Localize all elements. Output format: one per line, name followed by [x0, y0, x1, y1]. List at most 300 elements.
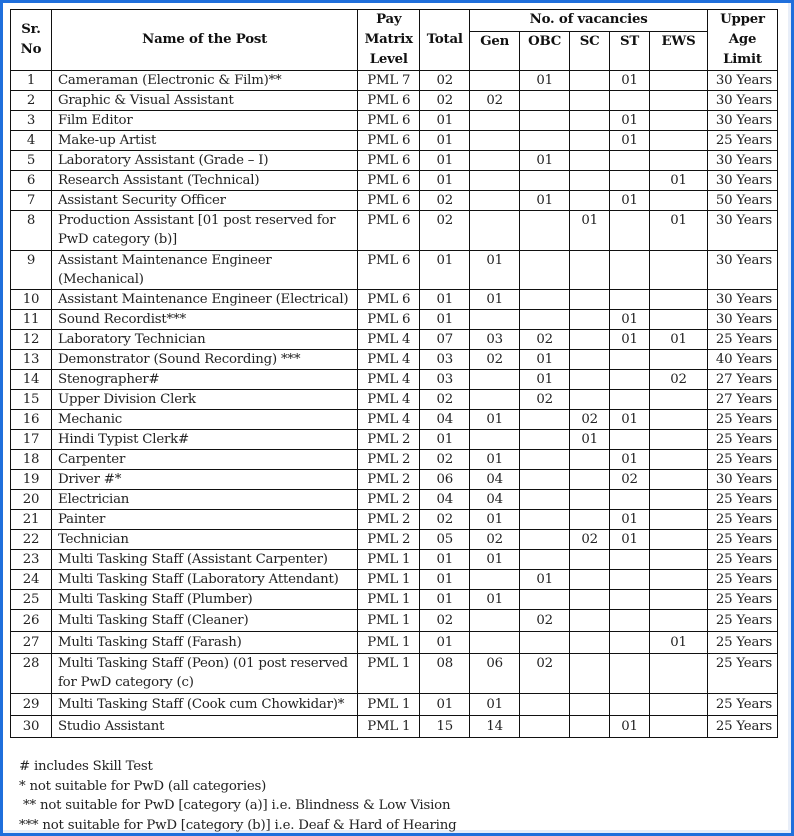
obc-cell: 01	[520, 191, 570, 211]
gen-cell	[470, 610, 520, 632]
sr-no-cell: 22	[11, 530, 52, 550]
gen-cell	[470, 430, 520, 450]
table-row	[11, 654, 778, 694]
gen-cell	[470, 632, 520, 654]
post-name-cell: Carpenter	[51, 450, 357, 470]
sr-no-cell: 15	[11, 390, 52, 410]
age-limit-cell: 30 Years	[707, 251, 777, 290]
obc-cell	[520, 470, 570, 490]
sr-no-cell: 24	[11, 570, 52, 590]
sc-cell	[570, 570, 610, 590]
gen-cell: 14	[470, 716, 520, 738]
pay-level-cell: PML 4	[358, 410, 420, 430]
post-name-cell: Multi Tasking Staff (Cleaner)	[51, 610, 357, 632]
pay-level-cell: PML 6	[358, 310, 420, 330]
total-cell: 01	[420, 550, 470, 570]
sc-cell	[570, 171, 610, 191]
post-name-cell: Multi Tasking Staff (Peon) (01 post reserved for PwD category (c)	[51, 654, 357, 694]
post-name-cell: Cameraman (Electronic & Film)**	[51, 71, 357, 91]
footnote-skill-test: # includes Skill Test	[19, 759, 153, 774]
age-limit-cell: 25 Years	[707, 330, 777, 350]
header-st: ST	[610, 31, 650, 70]
sc-cell	[570, 694, 610, 716]
pay-level-cell: PML 4	[358, 350, 420, 370]
pay-level-cell: PML 1	[358, 550, 420, 570]
sr-no-cell: 29	[11, 694, 52, 716]
total-cell: 07	[420, 330, 470, 350]
table-row	[11, 71, 778, 91]
ews-cell: 01	[650, 171, 708, 191]
st-cell: 01	[610, 330, 650, 350]
table-row	[11, 151, 778, 171]
gen-cell: 02	[470, 91, 520, 111]
age-limit-cell: 30 Years	[707, 290, 777, 310]
ews-cell	[650, 131, 708, 151]
ews-cell	[650, 350, 708, 370]
obc-cell	[520, 716, 570, 738]
vacancy-table	[10, 9, 778, 738]
pay-level-cell: PML 1	[358, 694, 420, 716]
pay-level-cell: PML 6	[358, 251, 420, 290]
gen-cell: 01	[470, 694, 520, 716]
total-cell: 02	[420, 450, 470, 470]
gen-cell	[470, 390, 520, 410]
pay-level-cell: PML 1	[358, 654, 420, 694]
table-row	[11, 570, 778, 590]
post-name-cell: Multi Tasking Staff (Laboratory Attendant)	[51, 570, 357, 590]
gen-cell: 01	[470, 590, 520, 610]
total-cell: 02	[420, 91, 470, 111]
total-cell: 02	[420, 390, 470, 410]
st-cell	[610, 430, 650, 450]
obc-cell	[520, 510, 570, 530]
gen-cell	[470, 370, 520, 390]
gen-cell: 01	[470, 450, 520, 470]
total-cell: 01	[420, 251, 470, 290]
table-row	[11, 550, 778, 570]
total-cell: 01	[420, 590, 470, 610]
gen-cell	[470, 151, 520, 171]
sr-no-cell: 12	[11, 330, 52, 350]
sc-cell: 02	[570, 530, 610, 550]
gen-cell	[470, 211, 520, 251]
age-limit-cell: 30 Years	[707, 310, 777, 330]
ews-cell	[650, 610, 708, 632]
ews-cell: 01	[650, 330, 708, 350]
total-cell: 08	[420, 654, 470, 694]
total-cell: 01	[420, 570, 470, 590]
ews-cell	[650, 550, 708, 570]
post-name-cell: Film Editor	[51, 111, 357, 131]
age-limit-cell: 30 Years	[707, 211, 777, 251]
post-name-cell: Laboratory Technician	[51, 330, 357, 350]
sc-cell	[570, 91, 610, 111]
age-limit-cell: 25 Years	[707, 430, 777, 450]
total-cell: 15	[420, 716, 470, 738]
sr-no-cell: 14	[11, 370, 52, 390]
sr-no-cell: 20	[11, 490, 52, 510]
table-row	[11, 694, 778, 716]
table-row	[11, 450, 778, 470]
table-row	[11, 390, 778, 410]
footnotes	[19, 757, 456, 835]
obc-cell	[520, 251, 570, 290]
sr-no-cell: 9	[11, 251, 52, 290]
gen-cell: 03	[470, 330, 520, 350]
table-row	[11, 632, 778, 654]
st-cell: 01	[610, 310, 650, 330]
gen-cell	[470, 171, 520, 191]
table-row	[11, 350, 778, 370]
sc-cell	[570, 510, 610, 530]
pay-level-cell: PML 6	[358, 211, 420, 251]
header-gen: Gen	[470, 31, 520, 70]
table-row	[11, 111, 778, 131]
age-limit-cell: 30 Years	[707, 71, 777, 91]
sr-no-cell: 13	[11, 350, 52, 370]
gen-cell: 01	[470, 550, 520, 570]
obc-cell	[520, 290, 570, 310]
st-cell	[610, 694, 650, 716]
ews-cell	[650, 111, 708, 131]
total-cell: 01	[420, 111, 470, 131]
header-total: Total	[420, 10, 470, 71]
obc-cell: 01	[520, 151, 570, 171]
total-cell: 03	[420, 350, 470, 370]
post-name-cell: Multi Tasking Staff (Farash)	[51, 632, 357, 654]
obc-cell	[520, 530, 570, 550]
obc-cell	[520, 490, 570, 510]
gen-cell	[470, 191, 520, 211]
obc-cell: 01	[520, 370, 570, 390]
post-name-cell: Demonstrator (Sound Recording) ***	[51, 350, 357, 370]
sc-cell	[570, 470, 610, 490]
ews-cell	[650, 654, 708, 694]
pay-level-cell: PML 1	[358, 716, 420, 738]
post-name-cell: Studio Assistant	[51, 716, 357, 738]
obc-cell	[520, 550, 570, 570]
ews-cell	[650, 91, 708, 111]
age-limit-cell: 25 Years	[707, 716, 777, 738]
obc-cell: 01	[520, 71, 570, 91]
table-row	[11, 251, 778, 290]
sr-no-cell: 19	[11, 470, 52, 490]
obc-cell	[520, 171, 570, 191]
header-sr-no: Sr. No	[11, 10, 52, 71]
sr-no-cell: 5	[11, 151, 52, 171]
table-row	[11, 716, 778, 738]
ews-cell	[650, 716, 708, 738]
post-name-cell: Multi Tasking Staff (Cook cum Chowkidar)*	[51, 694, 357, 716]
pay-level-cell: PML 1	[358, 590, 420, 610]
post-name-cell: Production Assistant [01 post reserved for PwD category (b)]	[51, 211, 357, 251]
gen-cell: 01	[470, 251, 520, 290]
header-name: Name of the Post	[51, 10, 357, 71]
sc-cell	[570, 111, 610, 131]
age-limit-cell: 25 Years	[707, 530, 777, 550]
age-limit-cell: 30 Years	[707, 151, 777, 171]
pay-level-cell: PML 1	[358, 610, 420, 632]
ews-cell	[650, 390, 708, 410]
ews-cell: 01	[650, 632, 708, 654]
total-cell: 01	[420, 290, 470, 310]
table-row	[11, 510, 778, 530]
age-limit-cell: 27 Years	[707, 390, 777, 410]
st-cell	[610, 590, 650, 610]
sr-no-cell: 11	[11, 310, 52, 330]
sr-no-cell: 30	[11, 716, 52, 738]
sr-no-cell: 1	[11, 71, 52, 91]
obc-cell: 02	[520, 610, 570, 632]
age-limit-cell: 25 Years	[707, 450, 777, 470]
gen-cell: 01	[470, 290, 520, 310]
obc-cell	[520, 590, 570, 610]
ews-cell	[650, 430, 708, 450]
age-limit-cell: 25 Years	[707, 410, 777, 430]
gen-cell	[470, 111, 520, 131]
obc-cell: 01	[520, 350, 570, 370]
st-cell: 01	[610, 410, 650, 430]
ews-cell: 02	[650, 370, 708, 390]
sr-no-cell: 7	[11, 191, 52, 211]
obc-cell	[520, 111, 570, 131]
sr-no-cell: 18	[11, 450, 52, 470]
sc-cell	[570, 131, 610, 151]
total-cell: 01	[420, 632, 470, 654]
ews-cell	[650, 530, 708, 550]
age-limit-cell: 30 Years	[707, 171, 777, 191]
gen-cell: 02	[470, 530, 520, 550]
post-name-cell: Assistant Maintenance Engineer (Electrical)	[51, 290, 357, 310]
post-name-cell: Mechanic	[51, 410, 357, 430]
sr-no-cell: 21	[11, 510, 52, 530]
st-cell	[610, 570, 650, 590]
st-cell	[610, 290, 650, 310]
ews-cell	[650, 470, 708, 490]
st-cell	[610, 171, 650, 191]
age-limit-cell: 25 Years	[707, 610, 777, 632]
st-cell	[610, 370, 650, 390]
st-cell: 01	[610, 111, 650, 131]
age-limit-cell: 25 Years	[707, 510, 777, 530]
gen-cell: 04	[470, 470, 520, 490]
st-cell: 01	[610, 71, 650, 91]
table-row	[11, 490, 778, 510]
table-row	[11, 470, 778, 490]
pay-level-cell: PML 2	[358, 530, 420, 550]
sc-cell: 02	[570, 410, 610, 430]
gen-cell: 06	[470, 654, 520, 694]
sr-no-cell: 10	[11, 290, 52, 310]
header-obc: OBC	[520, 31, 570, 70]
pay-level-cell: PML 2	[358, 430, 420, 450]
sr-no-cell: 23	[11, 550, 52, 570]
ews-cell	[650, 191, 708, 211]
header-pay-level: Pay Matrix Level	[358, 10, 420, 71]
ews-cell	[650, 510, 708, 530]
pay-level-cell: PML 2	[358, 510, 420, 530]
header-age-limit: Upper Age Limit	[707, 10, 777, 71]
post-name-cell: Sound Recordist***	[51, 310, 357, 330]
ews-cell: 01	[650, 211, 708, 251]
pay-level-cell: PML 4	[358, 370, 420, 390]
st-cell	[610, 610, 650, 632]
st-cell	[610, 211, 650, 251]
age-limit-cell: 25 Years	[707, 570, 777, 590]
sc-cell	[570, 310, 610, 330]
st-cell	[610, 550, 650, 570]
post-name-cell: Research Assistant (Technical)	[51, 171, 357, 191]
age-limit-cell: 30 Years	[707, 91, 777, 111]
st-cell	[610, 390, 650, 410]
obc-cell	[520, 410, 570, 430]
age-limit-cell: 27 Years	[707, 370, 777, 390]
total-cell: 02	[420, 211, 470, 251]
st-cell	[610, 91, 650, 111]
table-body	[11, 71, 778, 738]
age-limit-cell: 40 Years	[707, 350, 777, 370]
table-row	[11, 310, 778, 330]
gen-cell	[470, 310, 520, 330]
pay-level-cell: PML 6	[358, 91, 420, 111]
pay-level-cell: PML 1	[358, 570, 420, 590]
post-name-cell: Driver #*	[51, 470, 357, 490]
obc-cell	[520, 632, 570, 654]
table-row	[11, 530, 778, 550]
age-limit-cell: 25 Years	[707, 490, 777, 510]
post-name-cell: Assistant Security Officer	[51, 191, 357, 211]
st-cell: 01	[610, 716, 650, 738]
table-row	[11, 131, 778, 151]
age-limit-cell: 25 Years	[707, 632, 777, 654]
age-limit-cell: 30 Years	[707, 470, 777, 490]
sr-no-cell: 2	[11, 91, 52, 111]
sr-no-cell: 8	[11, 211, 52, 251]
table-row	[11, 91, 778, 111]
total-cell: 01	[420, 430, 470, 450]
pay-level-cell: PML 6	[358, 151, 420, 171]
ews-cell	[650, 450, 708, 470]
ews-cell	[650, 694, 708, 716]
sc-cell	[570, 350, 610, 370]
table-row	[11, 410, 778, 430]
age-limit-cell: 25 Years	[707, 131, 777, 151]
total-cell: 06	[420, 470, 470, 490]
pay-level-cell: PML 6	[358, 131, 420, 151]
footnote-pwd-b: *** not suitable for PwD [category (b)] i.e. Deaf & Hard of Hearing	[19, 817, 457, 833]
sr-no-cell: 27	[11, 632, 52, 654]
total-cell: 04	[420, 410, 470, 430]
age-limit-cell: 25 Years	[707, 654, 777, 694]
gen-cell: 02	[470, 350, 520, 370]
post-name-cell: Graphic & Visual Assistant	[51, 91, 357, 111]
age-limit-cell: 25 Years	[707, 590, 777, 610]
total-cell: 02	[420, 510, 470, 530]
pay-level-cell: PML 2	[358, 470, 420, 490]
sr-no-cell: 16	[11, 410, 52, 430]
sr-no-cell: 26	[11, 610, 52, 632]
total-cell: 02	[420, 71, 470, 91]
sc-cell	[570, 490, 610, 510]
ews-cell	[650, 251, 708, 290]
obc-cell	[520, 310, 570, 330]
post-name-cell: Assistant Maintenance Engineer (Mechanical)	[51, 251, 357, 290]
pay-level-cell: PML 2	[358, 490, 420, 510]
post-name-cell: Make-up Artist	[51, 131, 357, 151]
obc-cell: 02	[520, 330, 570, 350]
sr-no-cell: 17	[11, 430, 52, 450]
obc-cell	[520, 211, 570, 251]
pay-level-cell: PML 6	[358, 111, 420, 131]
sc-cell: 01	[570, 430, 610, 450]
age-limit-cell: 25 Years	[707, 550, 777, 570]
table-row	[11, 610, 778, 632]
sr-no-cell: 28	[11, 654, 52, 694]
obc-cell	[520, 450, 570, 470]
obc-cell: 02	[520, 654, 570, 694]
st-cell: 01	[610, 510, 650, 530]
total-cell: 01	[420, 151, 470, 171]
sc-cell	[570, 716, 610, 738]
table-row	[11, 211, 778, 251]
total-cell: 02	[420, 610, 470, 632]
sc-cell	[570, 290, 610, 310]
gen-cell	[470, 131, 520, 151]
st-cell	[610, 654, 650, 694]
sr-no-cell: 6	[11, 171, 52, 191]
total-cell: 01	[420, 694, 470, 716]
sr-no-cell: 25	[11, 590, 52, 610]
gen-cell: 01	[470, 510, 520, 530]
header-sc: SC	[570, 31, 610, 70]
total-cell: 05	[420, 530, 470, 550]
st-cell: 01	[610, 450, 650, 470]
st-cell	[610, 151, 650, 171]
post-name-cell: Stenographer#	[51, 370, 357, 390]
header-vacancies: No. of vacancies	[470, 10, 708, 32]
post-name-cell: Multi Tasking Staff (Plumber)	[51, 590, 357, 610]
st-cell	[610, 350, 650, 370]
st-cell: 02	[610, 470, 650, 490]
sc-cell	[570, 191, 610, 211]
ews-cell	[650, 570, 708, 590]
ews-cell	[650, 310, 708, 330]
ews-cell	[650, 590, 708, 610]
pay-level-cell: PML 7	[358, 71, 420, 91]
st-cell: 01	[610, 131, 650, 151]
table-header	[11, 10, 778, 71]
sc-cell	[570, 151, 610, 171]
pay-level-cell: PML 1	[358, 632, 420, 654]
obc-cell	[520, 131, 570, 151]
post-name-cell: Technician	[51, 530, 357, 550]
sc-cell	[570, 71, 610, 91]
obc-cell	[520, 430, 570, 450]
total-cell: 03	[420, 370, 470, 390]
post-name-cell: Hindi Typist Clerk#	[51, 430, 357, 450]
post-name-cell: Painter	[51, 510, 357, 530]
age-limit-cell: 30 Years	[707, 111, 777, 131]
footnote-pwd-a: ** not suitable for PwD [category (a)] i.e. Blindness & Low Vision	[19, 798, 451, 813]
pay-level-cell: PML 4	[358, 390, 420, 410]
sr-no-cell: 4	[11, 131, 52, 151]
total-cell: 01	[420, 310, 470, 330]
gen-cell: 01	[470, 410, 520, 430]
gen-cell: 04	[470, 490, 520, 510]
table-row	[11, 171, 778, 191]
table-row	[11, 370, 778, 390]
pay-level-cell: PML 6	[358, 290, 420, 310]
